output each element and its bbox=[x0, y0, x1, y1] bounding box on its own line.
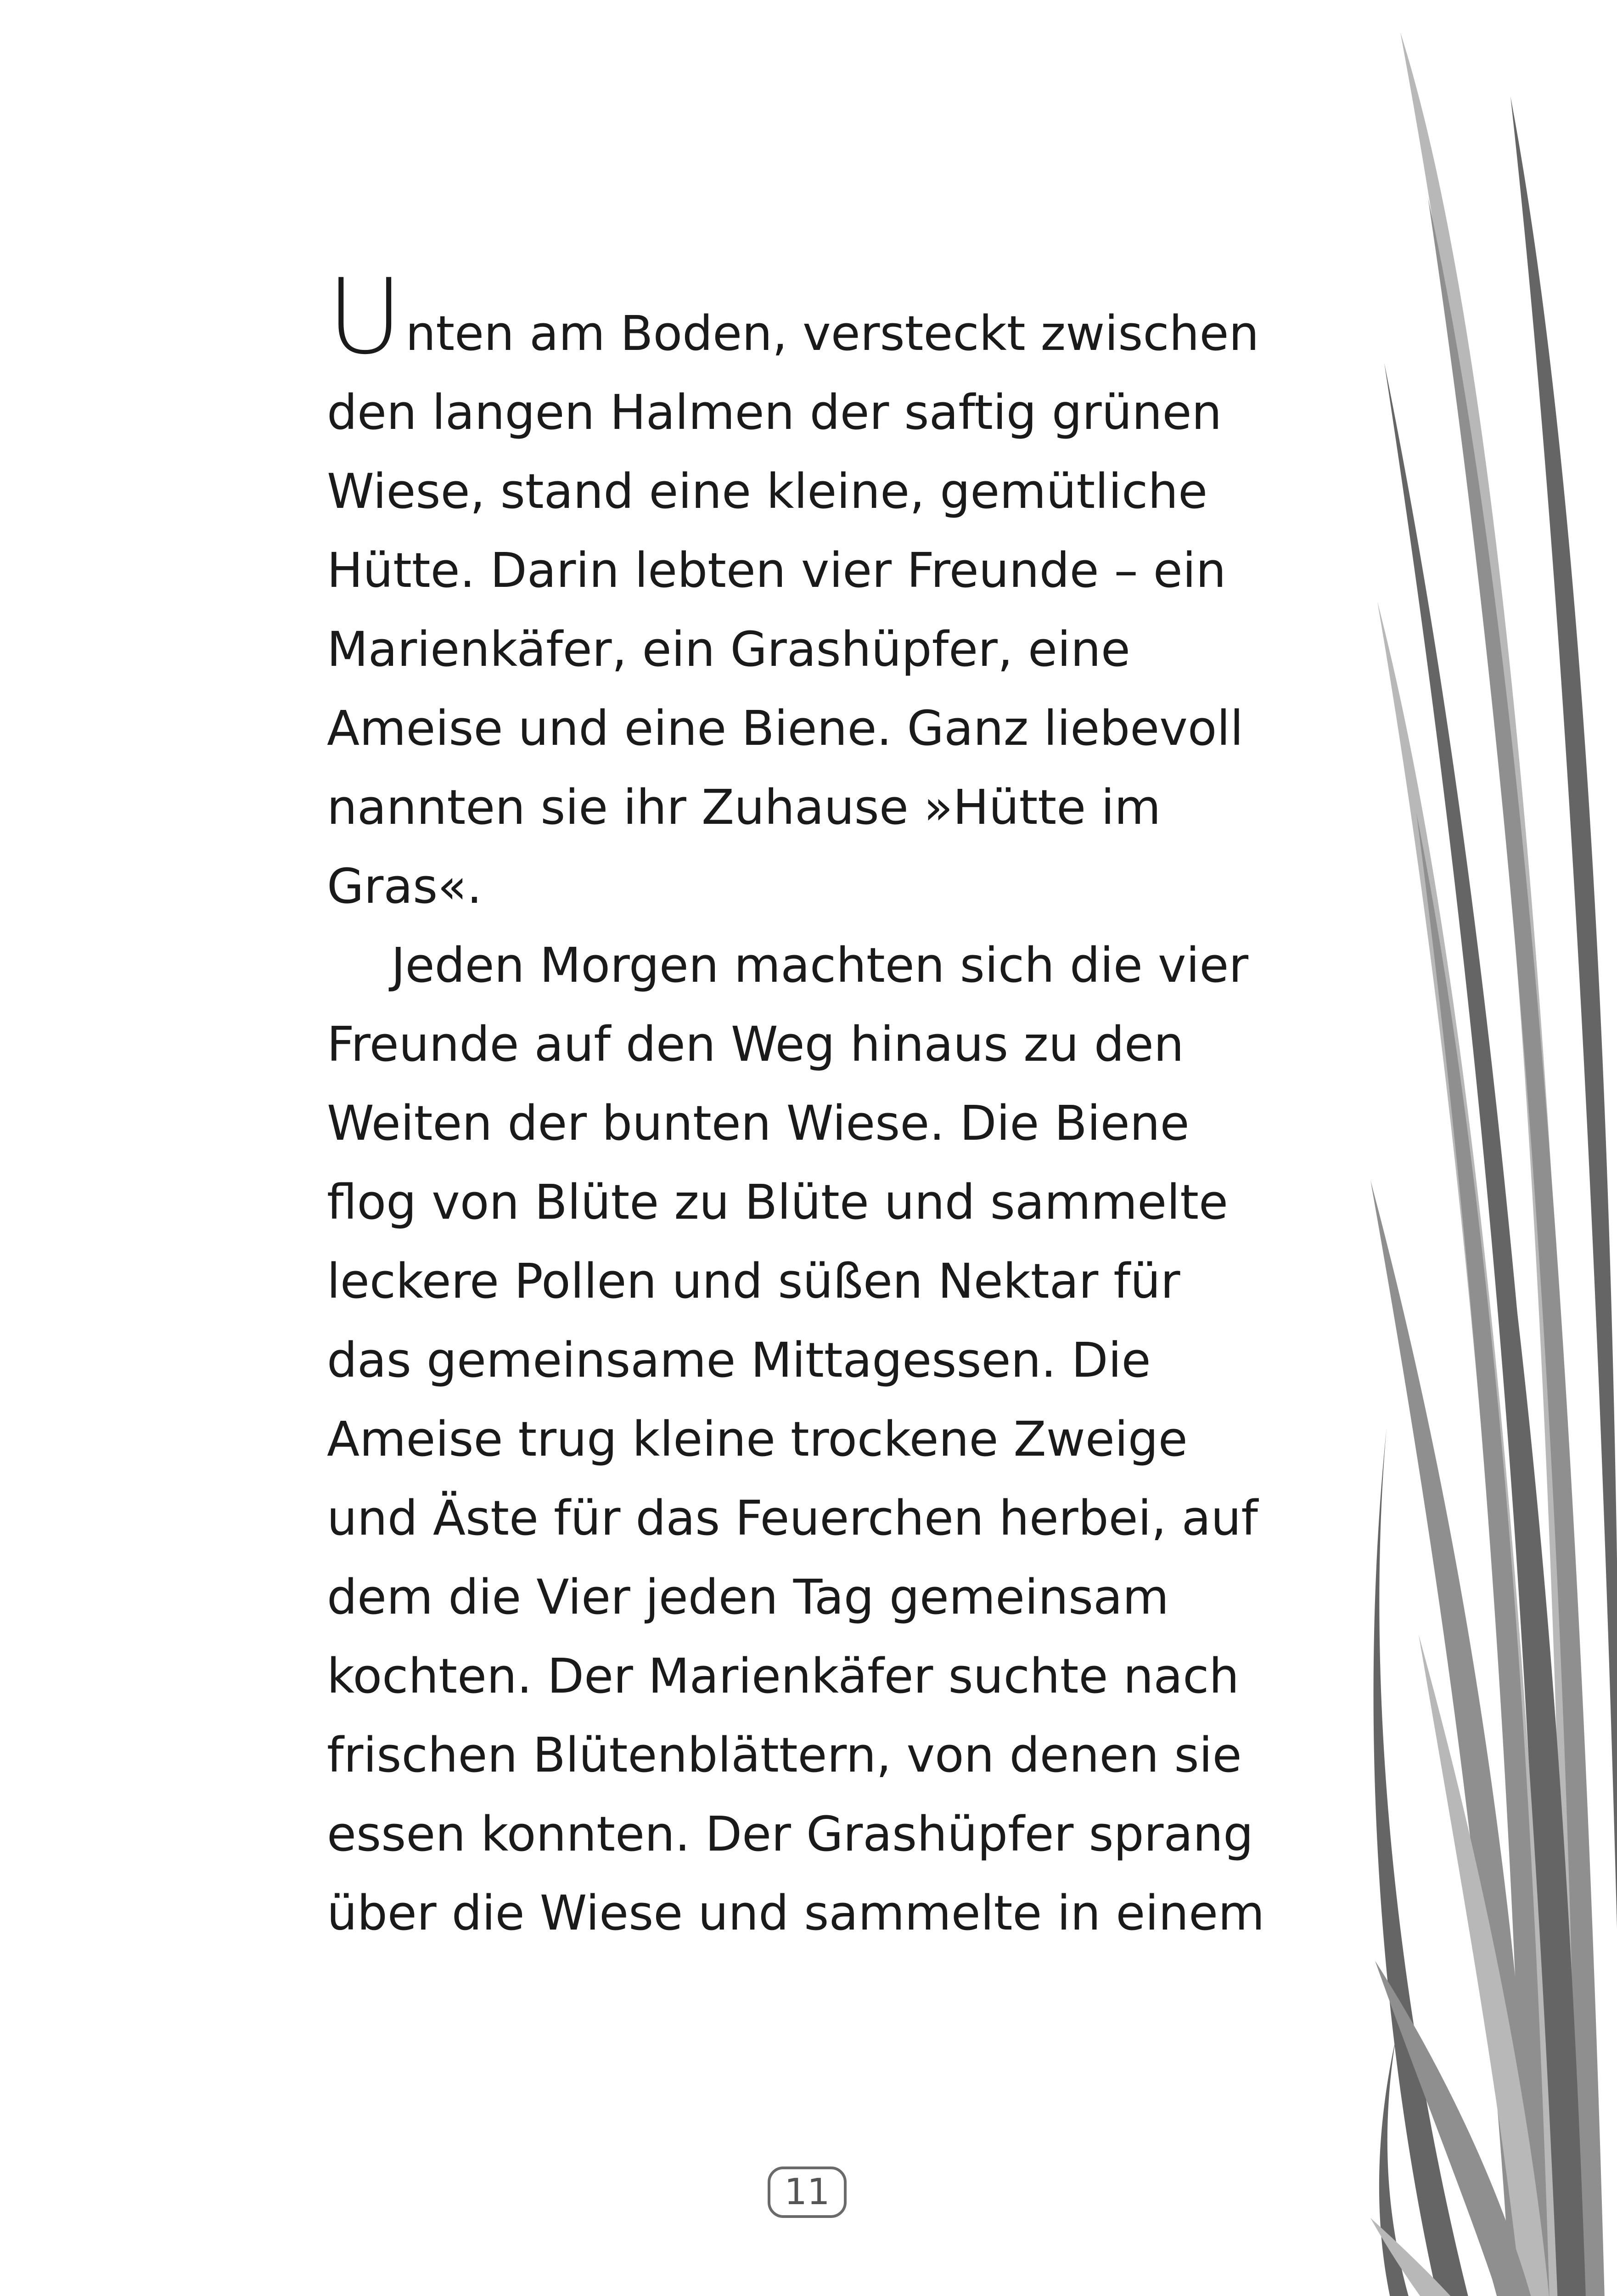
text-line bbox=[327, 1084, 1309, 1163]
text-line-content: Ameise und eine Biene. Ganz liebevoll bbox=[327, 700, 1244, 756]
text-line-content: Freunde auf den Weg hinaus zu den bbox=[327, 1016, 1184, 1072]
text-line-content: leckere Pollen und süßen Nektar für bbox=[327, 1253, 1180, 1309]
text-line bbox=[327, 373, 1309, 452]
body-text bbox=[327, 257, 1309, 1953]
text-line-content: Gras«. bbox=[327, 858, 482, 914]
text-line-content: Marienkäfer, ein Grashüpfer, eine bbox=[327, 621, 1130, 677]
text-line bbox=[327, 768, 1309, 847]
text-line-content: flog von Blüte zu Blüte und sammelte bbox=[327, 1174, 1228, 1230]
text-line-content: essen konnten. Der Grashüpfer sprang bbox=[327, 1806, 1254, 1862]
text-line bbox=[327, 257, 1309, 377]
text-line bbox=[327, 689, 1309, 768]
text-line bbox=[327, 1479, 1309, 1558]
text-line-content: Ameise trug kleine trockene Zweige bbox=[327, 1411, 1188, 1467]
text-line bbox=[327, 1637, 1309, 1716]
text-line bbox=[327, 610, 1309, 689]
text-line bbox=[327, 1400, 1309, 1479]
text-line-content: nannten sie ihr Zuhause »Hütte im bbox=[327, 779, 1161, 835]
text-line-content: und Äste für das Feuerchen herbei, auf bbox=[327, 1490, 1258, 1546]
text-lines bbox=[327, 257, 1309, 1953]
text-line bbox=[327, 1242, 1309, 1321]
text-line bbox=[327, 1795, 1309, 1874]
text-line-content: dem die Vier jeden Tag gemeinsam bbox=[327, 1569, 1169, 1625]
text-line-content: kochten. Der Marienkäfer suchte nach bbox=[327, 1648, 1240, 1704]
text-line bbox=[327, 847, 1309, 926]
text-line bbox=[327, 1558, 1309, 1637]
text-line-content: frischen Blütenblättern, von denen sie bbox=[327, 1727, 1242, 1783]
text-line-content: den langen Halmen der saftig grünen bbox=[327, 384, 1222, 440]
text-line bbox=[327, 452, 1309, 531]
text-line bbox=[327, 1716, 1309, 1795]
text-line-content: das gemeinsame Mittagessen. Die bbox=[327, 1332, 1151, 1388]
text-line-content: Jeden Morgen machten sich die vier bbox=[391, 937, 1249, 993]
text-line bbox=[327, 1321, 1309, 1400]
text-line bbox=[327, 531, 1309, 610]
drop-cap: U bbox=[327, 257, 403, 377]
text-line bbox=[327, 1163, 1309, 1242]
text-line bbox=[327, 1874, 1309, 1953]
text-line-content: Weiten der bunten Wiese. Die Biene bbox=[327, 1095, 1190, 1151]
text-line bbox=[327, 926, 1309, 1005]
text-line-content: Wiese, stand eine kleine, gemütliche bbox=[327, 463, 1208, 519]
text-line bbox=[327, 1005, 1309, 1084]
text-line-content: über die Wiese und sammelte in einem bbox=[327, 1885, 1265, 1941]
text-line-content: Hütte. Darin lebten vier Freunde – ein bbox=[327, 542, 1226, 598]
page-number: 11 bbox=[768, 2167, 847, 2218]
text-line-content: nten am Boden, versteckt zwischen bbox=[405, 305, 1259, 361]
